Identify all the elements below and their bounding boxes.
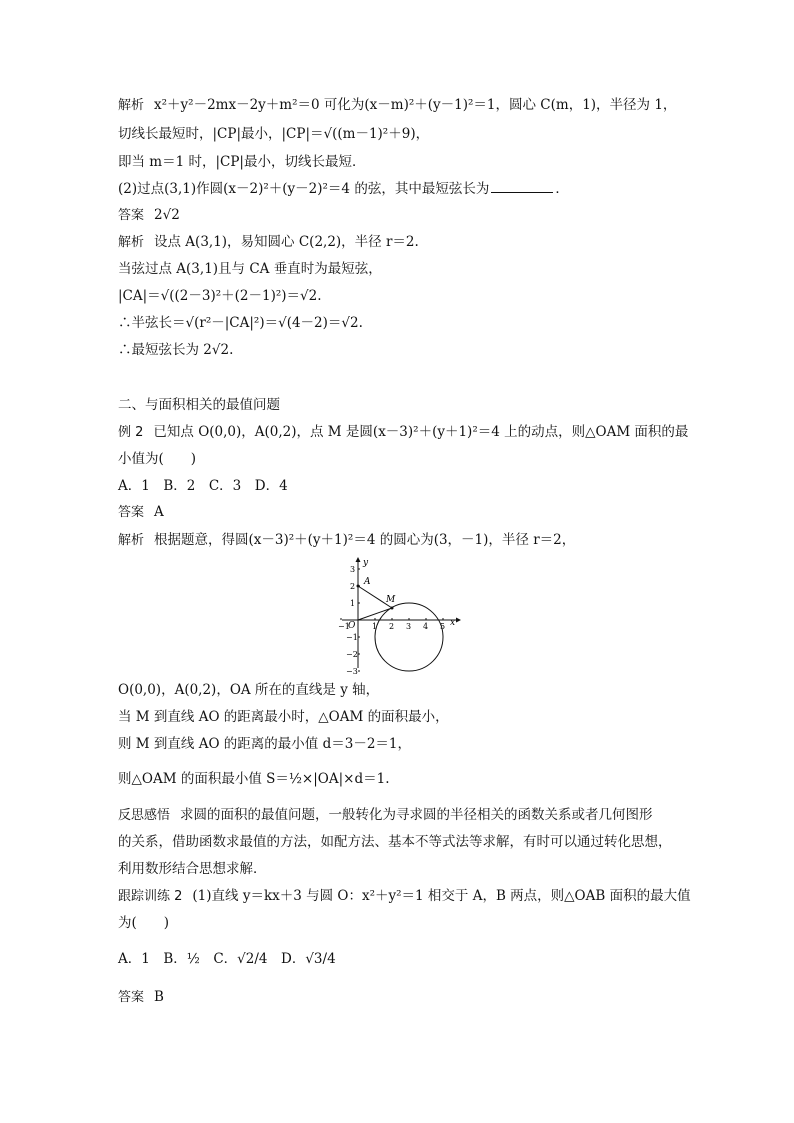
example-label: 例 2: [118, 425, 144, 440]
y-tick-label: 3: [350, 565, 356, 574]
line-18: 则 M 到直线 AO 的距离的最小值 d＝3－2＝1，: [118, 736, 412, 752]
x-tick-label: 1: [372, 622, 378, 631]
y-tick-label: 1: [350, 599, 356, 608]
line-2: 切线长最短时，|CP|最小，|CP|＝√((m－1)²＋9)，: [118, 126, 430, 142]
x-tick-label: 4: [423, 622, 429, 631]
practice-label: 跟踪训练 2: [118, 889, 183, 904]
line-19: 则△OAM 的面积最小值 S＝½×|OA|×d＝1.: [118, 771, 390, 787]
point-A-label: A: [364, 577, 371, 587]
x-tick-label: 3: [406, 622, 412, 631]
choices-2: A．1 B．½ C．√2/4 D．√3/4: [118, 951, 336, 967]
x-tick-label: −1: [338, 622, 350, 631]
line-3: 即当 m＝1 时，|CP|最小，切线长最短．: [118, 154, 366, 170]
point-M-dot: [391, 607, 394, 610]
answer-line-3: 答案 B: [118, 989, 164, 1005]
reflection-label: 反思感悟: [118, 808, 171, 823]
line-7: 当弦过点 A(3,1)且与 CA 垂直时为最短弦，: [118, 261, 382, 277]
answer-line-1: 答案 2√2: [118, 207, 180, 223]
y-tick-label: −1: [346, 633, 358, 642]
reflection-line-1: 反思感悟 求圆的面积的最值问题，一般转化为寻求圆的半径相关的函数关系或者几何图形: [118, 807, 653, 823]
y-tick-label: −3: [346, 667, 358, 676]
line-12: 小值为( ): [118, 451, 197, 467]
example-2: 例 2 已知点 O(0,0)，A(0,2)，点 M 是圆(x－3)²＋(y＋1)²＝4 上的动点，则△OAM 面积的最: [118, 424, 689, 440]
section-heading: 二、与面积相关的最值问题: [118, 397, 280, 413]
line-10: ∴最短弦长为 2√2.: [118, 342, 234, 358]
reflection-line-3: 利用数形结合思想求解．: [118, 861, 267, 877]
coordinate-figure: [338, 556, 464, 676]
y-tick-label: 2: [350, 582, 356, 591]
practice-2: 跟踪训练 2 (1)直线 y＝kx＋3 与圆 O：x²＋y²＝1 相交于 A，B 两点，则△OAB 面积的最大值: [118, 888, 691, 904]
point-A-dot: [357, 585, 360, 588]
y-axis-arrow: [356, 557, 361, 562]
analysis-line-2: 解析 设点 A(3,1)，易知圆心 C(2,2)，半径 r＝2.: [118, 234, 419, 250]
line-9: ∴半弦长＝√(r²－|CA|²)＝√(4－2)＝√2.: [118, 315, 363, 331]
choices-1: A．1 B．2 C．3 D．4: [118, 478, 288, 494]
reflection-line-2: 的关系，借助函数求最值的方法，如配方法、基本不等式法等求解，有时可以通过转化思想，: [118, 834, 672, 850]
y-tick-label: −2: [346, 650, 358, 659]
answer-label: 答案: [118, 505, 145, 520]
point-M-label: M: [386, 595, 396, 605]
question-2: (2)过点(3,1)作圆(x－2)²＋(y－2)²＝4 的弦，其中最短弦长为 ．: [118, 181, 569, 197]
origin-label: O: [348, 621, 356, 631]
analysis-label: 解析: [118, 235, 145, 250]
circle: [375, 603, 446, 671]
answer-blank: [491, 180, 553, 193]
line-16: O(0,0)，A(0,2)，OA 所在的直线是 y 轴，: [118, 682, 380, 698]
line-24: 为( ): [118, 915, 170, 931]
answer-line-2: 答案 A: [118, 504, 164, 520]
y-axis-label: y: [363, 558, 369, 568]
line-17: 当 M 到直线 AO 的距离最小时，△OAM 的面积最小，: [118, 709, 449, 725]
analysis-label: 解析: [118, 98, 145, 113]
x-axis-label: x: [450, 618, 456, 628]
answer-label: 答案: [118, 208, 145, 223]
answer-label: 答案: [118, 990, 145, 1005]
analysis-line-3: 解析 根据题意，得圆(x－3)²＋(y＋1)²＝4 的圆心为(3，－1)，半径 r＝2，: [118, 532, 576, 548]
analysis-label: 解析: [118, 533, 145, 548]
line-8: |CA|＝√((2－3)²＋(2－1)²)＝√2.: [118, 288, 322, 304]
x-tick-label: 2: [389, 622, 395, 631]
x-tick-label: 5: [440, 622, 446, 631]
x-axis-arrow: [456, 618, 461, 623]
line-analysis-1: 解析 x²＋y²－2mx－2y＋m²＝0 可化为(x－m)²＋(y－1)²＝1，圆心 C(m，1)，半径为 1，: [118, 97, 677, 113]
